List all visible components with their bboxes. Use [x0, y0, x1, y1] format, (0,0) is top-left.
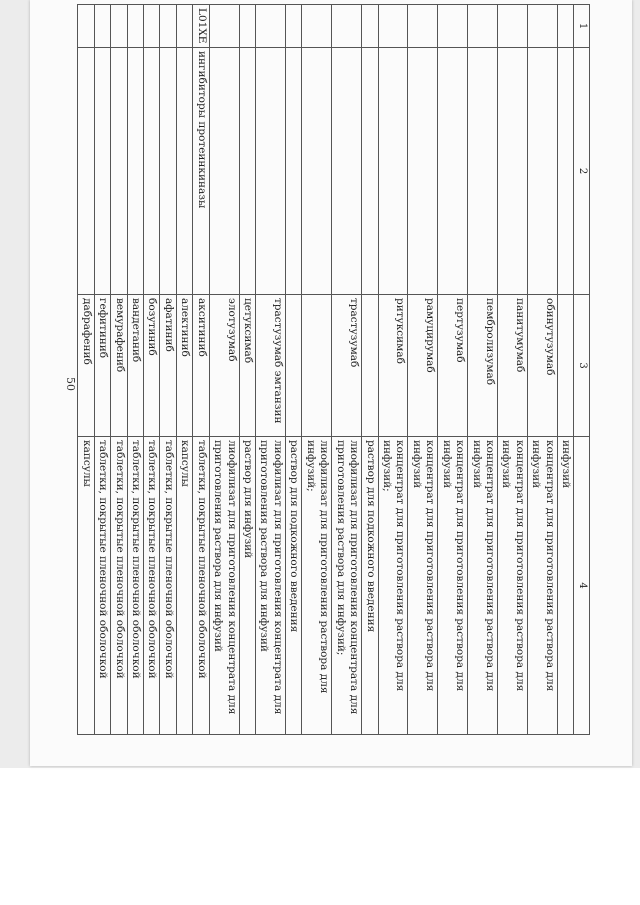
group-name-cell: [176, 48, 192, 295]
table-row: [498, 5, 528, 735]
dosage-form-cell: таблетки, покрытые пленочной оболочкой: [127, 437, 143, 735]
drug-name-cell: [285, 295, 301, 437]
drug-name-cell: трастузумаб: [332, 295, 362, 437]
drug-name-cell: вандетаниб: [127, 295, 143, 437]
dosage-form-cell: концентрат для приготовления раствора для инфузий: [468, 437, 498, 735]
atc-code-cell: [527, 5, 557, 48]
group-name-cell: [209, 48, 239, 295]
table-body: [78, 5, 574, 735]
drug-name-cell: цетуксимаб: [239, 295, 255, 437]
drug-name-cell: гефитиниб: [94, 295, 110, 437]
drug-name-cell: акситиниб: [193, 295, 209, 437]
atc-code-cell: [378, 5, 408, 48]
group-name-cell: [362, 48, 378, 295]
group-name-cell: [111, 48, 127, 295]
table-row: [438, 5, 468, 735]
atc-code-cell: [143, 5, 159, 48]
atc-code-cell: [285, 5, 301, 48]
drug-name-cell: пертузумаб: [438, 295, 468, 437]
table-row: [408, 5, 438, 735]
atc-code-cell: [209, 5, 239, 48]
drug-name-cell: обинутузумаб: [527, 295, 557, 437]
table-row: [209, 5, 239, 735]
atc-code-cell: [127, 5, 143, 48]
table-row: [378, 5, 408, 735]
group-name-cell: [527, 48, 557, 295]
atc-code-cell: [438, 5, 468, 48]
dosage-form-cell: раствор для подкожного введения: [362, 437, 378, 735]
dosage-form-cell: лиофилизат для приготовления концентрата для приготовления раствора для инфузий: [256, 437, 286, 735]
dosage-form-cell: концентрат для приготовления раствора для инфузий;: [378, 437, 408, 735]
atc-code-cell: [239, 5, 255, 48]
dosage-form-cell: таблетки, покрытые пленочной оболочкой: [160, 437, 176, 735]
header-col-1: 1: [574, 5, 590, 48]
drug-name-cell: бозутиниб: [143, 295, 159, 437]
dosage-form-cell: раствор для инфузий: [239, 437, 255, 735]
header-col-4: 4: [574, 437, 590, 735]
dosage-form-cell: таблетки, покрытые пленочной оболочкой: [111, 437, 127, 735]
table-row: [94, 5, 110, 735]
group-name-cell: [127, 48, 143, 295]
page-number: 50: [64, 377, 77, 391]
group-name-cell: [78, 48, 94, 295]
dosage-form-cell: лиофилизат для приготовления концентрата для приготовления раствора для инфузий: [209, 437, 239, 735]
table-row: [468, 5, 498, 735]
drug-name-cell: [557, 295, 573, 437]
header-col-3: 3: [574, 295, 590, 437]
table-row: [160, 5, 176, 735]
drug-name-cell: алектиниб: [176, 295, 192, 437]
drug-name-cell: панитумумаб: [498, 295, 528, 437]
table-header-row: [574, 5, 590, 735]
group-name-cell: [557, 48, 573, 295]
group-name-cell: [160, 48, 176, 295]
table-row: [362, 5, 378, 735]
drug-name-cell: рамуцирумаб: [408, 295, 438, 437]
dosage-form-cell: концентрат для приготовления раствора для инфузий: [408, 437, 438, 735]
drug-name-cell: ритуксимаб: [378, 295, 408, 437]
atc-code-cell: [111, 5, 127, 48]
drug-name-cell: афатиниб: [160, 295, 176, 437]
table-row: [176, 5, 192, 735]
atc-code-cell: [557, 5, 573, 48]
group-name-cell: [498, 48, 528, 295]
drug-name-cell: пембролизумаб: [468, 295, 498, 437]
atc-code-cell: [332, 5, 362, 48]
dosage-form-cell: концентрат для приготовления раствора для инфузий: [498, 437, 528, 735]
group-name-cell: [143, 48, 159, 295]
group-name-cell: [302, 48, 332, 295]
atc-code-cell: [78, 5, 94, 48]
table-row: [143, 5, 159, 735]
group-name-cell: ингибиторы протеинкиназы: [193, 48, 209, 295]
group-name-cell: [332, 48, 362, 295]
group-name-cell: [468, 48, 498, 295]
atc-code-cell: [362, 5, 378, 48]
table-row: [557, 5, 573, 735]
table-row: [256, 5, 286, 735]
drug-name-cell: [302, 295, 332, 437]
dosage-form-cell: лиофилизат для приготовления раствора для инфузий;: [302, 437, 332, 735]
dosage-form-cell: таблетки, покрытые пленочной оболочкой: [143, 437, 159, 735]
atc-code-cell: [160, 5, 176, 48]
table-row: [78, 5, 94, 735]
dosage-form-cell: раствор для подкожного введения: [285, 437, 301, 735]
table-row: [332, 5, 362, 735]
table-row: [239, 5, 255, 735]
dosage-form-cell: инфузий: [557, 437, 573, 735]
atc-code-cell: [498, 5, 528, 48]
dosage-form-cell: таблетки, покрытые пленочной оболочкой: [193, 437, 209, 735]
group-name-cell: [285, 48, 301, 295]
drug-name-cell: дабрафениб: [78, 295, 94, 437]
rotated-page-content: [50, 0, 610, 768]
dosage-form-cell: капсулы: [78, 437, 94, 735]
drug-table: [77, 4, 590, 735]
dosage-form-cell: концентрат для приготовления раствора для инфузий: [438, 437, 468, 735]
atc-code-cell: [302, 5, 332, 48]
dosage-form-cell: таблетки, покрытые пленочной оболочкой: [94, 437, 110, 735]
group-name-cell: [438, 48, 468, 295]
group-name-cell: [408, 48, 438, 295]
table-row: [111, 5, 127, 735]
dosage-form-cell: концентрат для приготовления раствора для инфузий: [527, 437, 557, 735]
table-row: [193, 5, 209, 735]
table-row: [127, 5, 143, 735]
group-name-cell: [239, 48, 255, 295]
table-row: [302, 5, 332, 735]
drug-name-cell: вемурафениб: [111, 295, 127, 437]
atc-code-cell: [94, 5, 110, 48]
atc-code-cell: [408, 5, 438, 48]
group-name-cell: [378, 48, 408, 295]
atc-code-cell: [176, 5, 192, 48]
table-row: [527, 5, 557, 735]
dosage-form-cell: лиофилизат для приготовления концентрата для приготовления раствора для инфузий;: [332, 437, 362, 735]
header-col-2: 2: [574, 48, 590, 295]
dosage-form-cell: капсулы: [176, 437, 192, 735]
drug-name-cell: трастузумаб эмтанзин: [256, 295, 286, 437]
group-name-cell: [94, 48, 110, 295]
group-name-cell: [256, 48, 286, 295]
atc-code-cell: L01XE: [193, 5, 209, 48]
drug-name-cell: элотузумаб: [209, 295, 239, 437]
drug-name-cell: [362, 295, 378, 437]
atc-code-cell: [256, 5, 286, 48]
atc-code-cell: [468, 5, 498, 48]
table-row: [285, 5, 301, 735]
